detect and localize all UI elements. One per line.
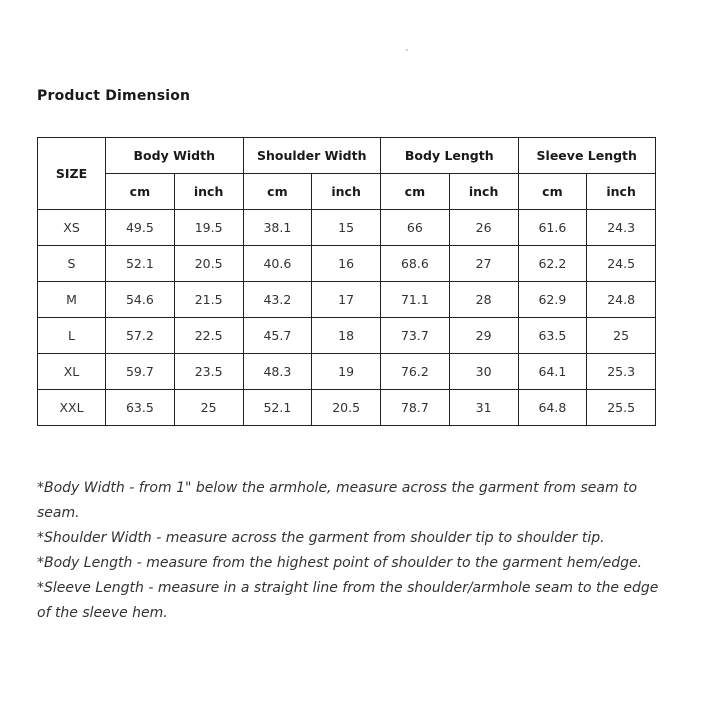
- size-cell: XXL: [38, 390, 106, 426]
- note-body-length: *Body Length - measure from the highest point of shoulder to the garment hem/edge.: [37, 555, 643, 571]
- table-cell: 76.2: [381, 354, 450, 390]
- unit-header: inch: [587, 174, 656, 210]
- table-row: [38, 318, 656, 354]
- table-cell: 25: [174, 390, 243, 426]
- table-cell: 49.5: [106, 210, 175, 246]
- header-shoulder-width: Shoulder Width: [243, 138, 381, 174]
- unit-header: cm: [243, 174, 312, 210]
- table-cell: 25.3: [587, 354, 656, 390]
- header-sleeve-length: Sleeve Length: [518, 138, 656, 174]
- table-cell: 23.5: [174, 354, 243, 390]
- unit-header: cm: [381, 174, 450, 210]
- unit-header: inch: [449, 174, 518, 210]
- size-chart-table: [37, 137, 656, 426]
- table-cell: 31: [449, 390, 518, 426]
- measurement-notes: [37, 476, 662, 626]
- note-sleeve-length: *Sleeve Length - measure in a straight line from the shoulder/armhole seam to the edge of the sleeve hem.: [37, 580, 659, 621]
- table-cell: 54.6: [106, 282, 175, 318]
- table-cell: 68.6: [381, 246, 450, 282]
- table-cell: 18: [312, 318, 381, 354]
- unit-header: cm: [106, 174, 175, 210]
- table-row: [38, 210, 656, 246]
- table-cell: 78.7: [381, 390, 450, 426]
- table-cell: 43.2: [243, 282, 312, 318]
- size-cell: L: [38, 318, 106, 354]
- page-title: Product Dimension: [37, 88, 191, 104]
- table-cell: 57.2: [106, 318, 175, 354]
- table-cell: 17: [312, 282, 381, 318]
- table-cell: 27: [449, 246, 518, 282]
- table-cell: 73.7: [381, 318, 450, 354]
- note-body-width: *Body Width - from 1" below the armhole, measure across the garment from seam to seam.: [37, 480, 638, 521]
- table-cell: 52.1: [243, 390, 312, 426]
- table-cell: 38.1: [243, 210, 312, 246]
- size-column-header: SIZE: [38, 138, 106, 210]
- table-cell: 24.8: [587, 282, 656, 318]
- table-cell: 26: [449, 210, 518, 246]
- table-cell: 25.5: [587, 390, 656, 426]
- separator-mark: -: [405, 45, 409, 56]
- header-body-width: Body Width: [106, 138, 244, 174]
- table-row: [38, 390, 656, 426]
- table-cell: 25: [587, 318, 656, 354]
- table-cell: 19.5: [174, 210, 243, 246]
- table-cell: 62.9: [518, 282, 587, 318]
- table-row: [38, 282, 656, 318]
- note-shoulder-width: *Shoulder Width - measure across the garment from shoulder tip to shoulder tip.: [37, 530, 605, 546]
- table-cell: 24.3: [587, 210, 656, 246]
- table-cell: 16: [312, 246, 381, 282]
- table-cell: 64.8: [518, 390, 587, 426]
- table-cell: 48.3: [243, 354, 312, 390]
- table-cell: 15: [312, 210, 381, 246]
- table-cell: 66: [381, 210, 450, 246]
- table-group-header-row: [38, 138, 656, 174]
- size-cell: XL: [38, 354, 106, 390]
- table-cell: 52.1: [106, 246, 175, 282]
- table-cell: 20.5: [174, 246, 243, 282]
- table-cell: 22.5: [174, 318, 243, 354]
- table-cell: 71.1: [381, 282, 450, 318]
- table-cell: 29: [449, 318, 518, 354]
- table-cell: 24.5: [587, 246, 656, 282]
- table-cell: 20.5: [312, 390, 381, 426]
- table-cell: 63.5: [106, 390, 175, 426]
- table-unit-header-row: [38, 174, 656, 210]
- unit-header: cm: [518, 174, 587, 210]
- size-cell: M: [38, 282, 106, 318]
- table-cell: 40.6: [243, 246, 312, 282]
- table-cell: 28: [449, 282, 518, 318]
- table-cell: 19: [312, 354, 381, 390]
- header-body-length: Body Length: [381, 138, 519, 174]
- table-cell: 59.7: [106, 354, 175, 390]
- size-cell: XS: [38, 210, 106, 246]
- table-row: [38, 246, 656, 282]
- unit-header: inch: [312, 174, 381, 210]
- table-cell: 30: [449, 354, 518, 390]
- table-cell: 63.5: [518, 318, 587, 354]
- size-cell: S: [38, 246, 106, 282]
- table-row: [38, 354, 656, 390]
- unit-header: inch: [174, 174, 243, 210]
- table-cell: 45.7: [243, 318, 312, 354]
- table-cell: 61.6: [518, 210, 587, 246]
- table-cell: 21.5: [174, 282, 243, 318]
- table-cell: 62.2: [518, 246, 587, 282]
- table-cell: 64.1: [518, 354, 587, 390]
